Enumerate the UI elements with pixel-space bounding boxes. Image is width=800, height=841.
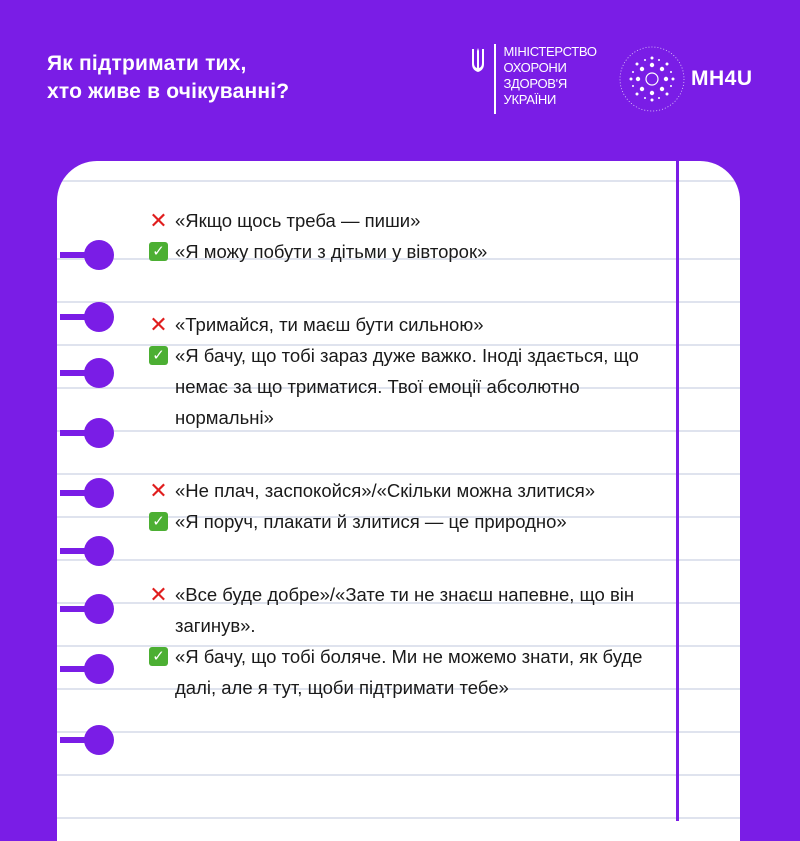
mh4u-logo bbox=[617, 44, 753, 114]
right-phrase-text: «Я поруч, плакати й злитися — це природно» bbox=[175, 511, 567, 532]
tip-group bbox=[149, 205, 669, 267]
page-title bbox=[47, 50, 289, 106]
wrong-phrase-text: «Тримайся, ти маєш бути сильною» bbox=[175, 314, 484, 335]
notebook-ring bbox=[60, 478, 110, 508]
right-phrase-text: «Я бачу, що тобі боляче. Ми не можемо знати, як буде далі, але я тут, щоби підтримати тебе» bbox=[175, 646, 643, 698]
notebook-ring bbox=[60, 358, 110, 388]
right-phrase bbox=[149, 506, 669, 537]
wrong-phrase-text: «Якщо щось треба — пиши» bbox=[175, 210, 421, 231]
cross-mark-icon: ✕ bbox=[149, 312, 168, 337]
wrong-phrase-text: «Все буде добре»/«Зате ти не знаєш напевне, що він загинув». bbox=[175, 584, 635, 636]
mh4u-name: MH4U bbox=[691, 67, 753, 90]
ministry-name bbox=[504, 44, 597, 108]
wrong-phrase bbox=[149, 475, 669, 506]
check-mark-icon: ✓ bbox=[149, 346, 168, 365]
wrong-phrase bbox=[149, 579, 669, 641]
right-phrase bbox=[149, 641, 669, 703]
tip-group bbox=[149, 309, 669, 433]
tips-list bbox=[149, 205, 669, 745]
right-phrase-text: «Я бачу, що тобі зараз дуже важко. Іноді здається, що немає за що триматися. Твої емоції абсолютно нормальні» bbox=[175, 345, 639, 428]
ministry-logo bbox=[470, 44, 597, 116]
title-line-1: Як підтримати тих, bbox=[47, 52, 247, 75]
ministry-line-4: УКРАЇНИ bbox=[503, 92, 557, 107]
notebook-ring bbox=[60, 418, 110, 448]
notebook-ring bbox=[60, 654, 110, 684]
title-line-2: хто живе в очікуванні? bbox=[47, 80, 290, 103]
check-mark-icon: ✓ bbox=[149, 512, 168, 531]
check-mark-icon: ✓ bbox=[149, 647, 168, 666]
wrong-phrase bbox=[149, 205, 669, 236]
cross-mark-icon: ✕ bbox=[149, 478, 168, 503]
ministry-divider bbox=[494, 44, 496, 114]
cross-mark-icon: ✕ bbox=[149, 582, 168, 607]
notebook-ring bbox=[60, 725, 110, 755]
notebook-ring bbox=[60, 240, 110, 270]
tip-group bbox=[149, 579, 669, 703]
notebook-ring bbox=[60, 536, 110, 566]
ministry-line-2: ОХОРОНИ bbox=[503, 60, 567, 75]
trident-icon bbox=[470, 48, 486, 74]
wrong-phrase bbox=[149, 309, 669, 340]
notebook-margin-line bbox=[676, 161, 679, 821]
right-phrase bbox=[149, 236, 669, 267]
mh4u-emblem-icon bbox=[617, 44, 687, 114]
ministry-line-3: ЗДОРОВ'Я bbox=[503, 76, 567, 91]
ministry-line-1: МІНІСТЕРСТВО bbox=[503, 44, 597, 59]
notebook-ring bbox=[60, 594, 110, 624]
right-phrase bbox=[149, 340, 669, 433]
right-phrase-text: «Я можу побути з дітьми у вівторок» bbox=[175, 241, 488, 262]
tip-group bbox=[149, 475, 669, 537]
cross-mark-icon: ✕ bbox=[149, 208, 168, 233]
check-mark-icon: ✓ bbox=[149, 242, 168, 261]
notebook-ring bbox=[60, 302, 110, 332]
wrong-phrase-text: «Не плач, заспокойся»/«Скільки можна злитися» bbox=[175, 480, 596, 501]
